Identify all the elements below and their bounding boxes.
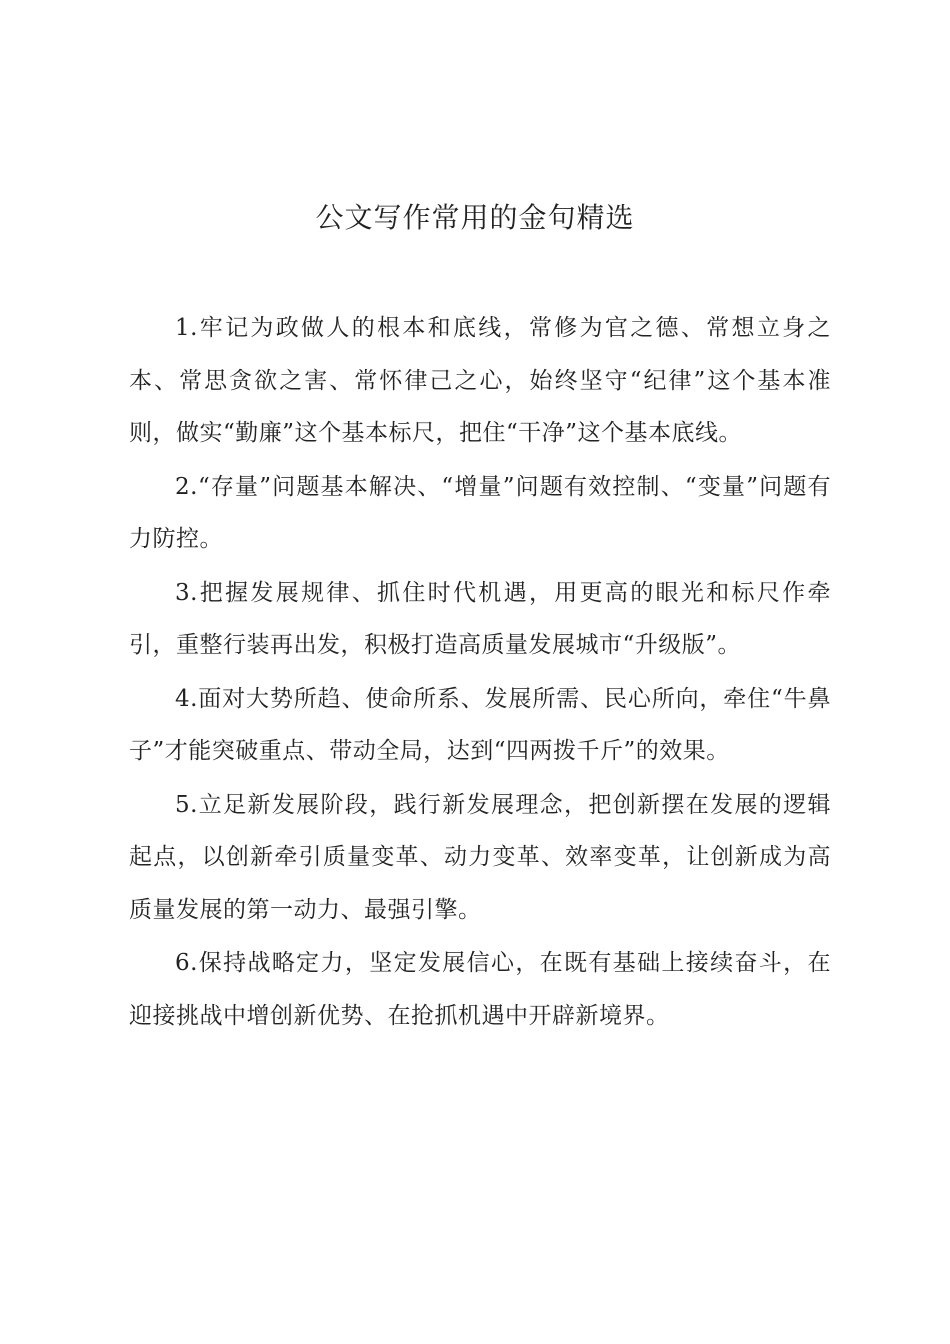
- paragraph-5: 5.立足新发展阶段，践行新发展理念，把创新摆在发展的逻辑起点，以创新牵引质量变革、动力变革、效率变革，让创新成为高质量发展的第一动力、最强引擎。: [129, 791, 831, 923]
- paragraph-6: 6.保持战略定力，坚定发展信心，在既有基础上接续奋斗，在迎接挑战中增创新优势、在抢抓机遇中开辟新境界。: [129, 950, 831, 1029]
- document-body: [129, 302, 831, 1042]
- paragraph-3: 3.把握发展规律、抓住时代机遇，用更高的眼光和标尺作牵引，重整行装再出发，积极打造高质量发展城市“升级版”。: [129, 579, 831, 658]
- paragraph-2: 2.“存量”问题基本解决、“增量”问题有效控制、“变量”问题有力防控。: [129, 473, 831, 552]
- paragraph-4: 4.面对大势所趋、使命所系、发展所需、民心所向，牵住“牛鼻子”才能突破重点、带动全局，达到“四两拨千斤”的效果。: [129, 685, 831, 764]
- paragraph-1: 1.牢记为政做人的根本和底线，常修为官之德、常想立身之本、常思贪欲之害、常怀律己之心，始终坚守“纪律”这个基本准则，做实“勤廉”这个基本标尺，把住“干净”这个基本底线。: [129, 315, 831, 446]
- document-title: 公文写作常用的金句精选: [315, 201, 635, 234]
